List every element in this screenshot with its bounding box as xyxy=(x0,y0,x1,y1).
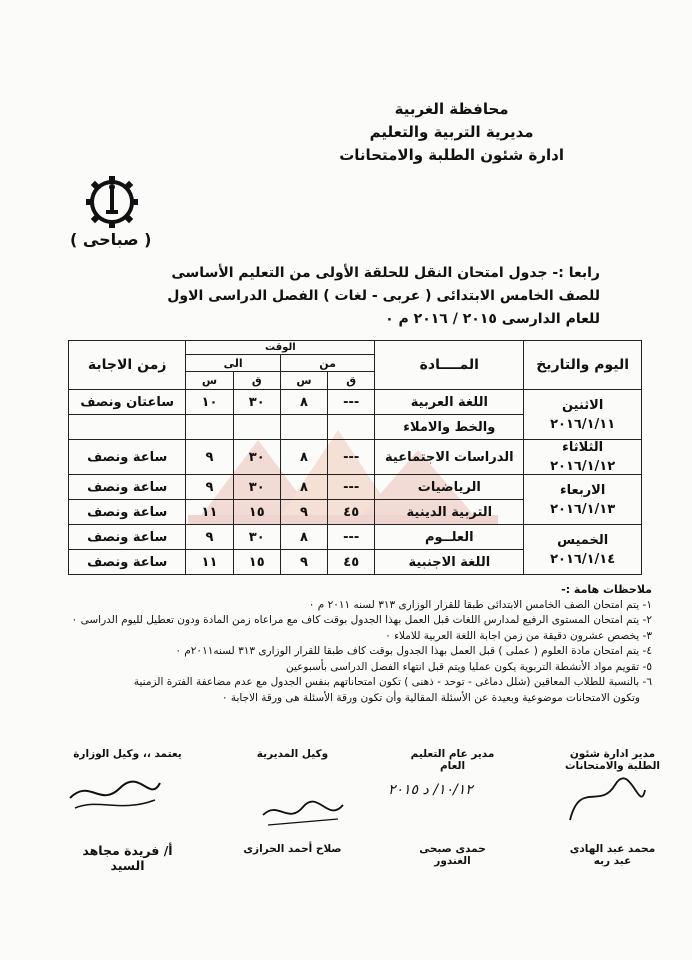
department-line: ادارة شئون الطلبة والامتحانات xyxy=(339,146,564,164)
table-row xyxy=(69,390,642,415)
gear-minaret-logo-icon xyxy=(82,170,142,230)
table-row xyxy=(69,440,642,475)
signature-name: صلاح أحمد الحرازى xyxy=(243,843,342,855)
subject-cell: العلــوم xyxy=(375,525,524,550)
exam-title-block xyxy=(90,262,600,331)
from-minutes-cell: --- xyxy=(328,440,375,475)
directorate-header xyxy=(339,98,564,167)
from-hour-cell: ٨ xyxy=(280,525,327,550)
header-from-q: ق xyxy=(328,372,375,390)
signature-role: وكيل المديرية xyxy=(256,748,329,760)
to-hour-cell: ١٠ xyxy=(186,390,233,415)
subject-cell: الدراسات الاجتماعية xyxy=(375,440,524,475)
duration-cell xyxy=(69,415,186,440)
from-minutes-cell: ٤٥ xyxy=(328,500,375,525)
day-date-cell xyxy=(524,475,642,525)
subject-cell: والخط والاملاء xyxy=(375,415,524,440)
note-item: ٥- تقويم مواد الأنشطة التربوية يكون عمليا ويتم قبل انتهاء الفصل الدراسى بأسبوعين xyxy=(285,660,652,673)
signature-name: أ/ فريدة مجاهد السيد xyxy=(82,843,173,873)
duration-cell: ساعة ونصف xyxy=(69,475,186,500)
to-hour-cell: ٩ xyxy=(186,525,233,550)
header-to: الى xyxy=(186,355,281,372)
duration-cell: ساعة ونصف xyxy=(69,440,186,475)
signature-role: يعتمد ،، وكيل الوزارة xyxy=(73,748,182,760)
to-minutes-cell: ٣٠ xyxy=(233,475,280,500)
header-subject: المــــادة xyxy=(375,341,524,390)
to-minutes-cell: ١٥ xyxy=(233,550,280,575)
to-hour-cell: ١١ xyxy=(186,500,233,525)
day-name: الاثنين xyxy=(561,397,604,413)
header-from-s: س xyxy=(280,372,327,390)
notes-title: ملاحظات هامة :- xyxy=(561,583,652,596)
from-minutes-cell: ٤٥ xyxy=(328,550,375,575)
from-hour-cell: ٨ xyxy=(280,390,327,415)
from-hour-cell: ٩ xyxy=(280,550,327,575)
subject-cell: التربية الدينية xyxy=(375,500,524,525)
day-name: الاربعاء xyxy=(559,482,606,498)
from-minutes-cell: --- xyxy=(328,390,375,415)
notes-list xyxy=(40,598,652,707)
title-line-2: للصف الخامس الابتدائى ( عربى - لغات ) الفصل الدراسى الاول xyxy=(167,288,600,304)
day-date-cell xyxy=(524,525,642,575)
signature-role: مدير ادارة شئون الطلبة والامتحانات xyxy=(564,748,661,772)
from-hour-cell: ٩ xyxy=(280,500,327,525)
from-hour-cell: ٨ xyxy=(280,475,327,500)
notes-section xyxy=(40,582,652,706)
signature-name: محمد عبد الهادى عبد ربه xyxy=(569,843,656,867)
note-item: ٤- يتم امتحان مادة العلوم ( عملى ) قبل العمل بهذا الجدول بوقت كاف طبقا للقرار الوزارى ٣١٣ لسنه٢٠١١م ٠ xyxy=(175,645,652,657)
logo-caption: ( صباحى ) xyxy=(70,230,152,249)
duration-cell: ساعة ونصف xyxy=(69,500,186,525)
from-minutes-cell xyxy=(328,415,375,440)
exam-date: ٢٠١٦/١/١١ xyxy=(550,416,616,432)
title-line-1: رابعا :- جدول امتحان النقل للحلقة الأولى من التعليم الأساسى xyxy=(171,265,600,281)
handwritten-signature-2-icon xyxy=(258,795,348,835)
handwritten-signature-3-icon xyxy=(560,770,650,830)
to-hour-cell: ١١ xyxy=(186,550,233,575)
note-item: ٣- يخصص عشرون دقيقة من زمن اجابة اللغة العربية للاملاء ٠ xyxy=(385,629,652,642)
day-date-cell xyxy=(524,440,642,475)
note-item: ١- يتم امتحان الصف الخامس الابتدائى طبقا للقرار الوزارى ٣١٣ لسنه ٢٠١١ م ٠ xyxy=(308,598,652,611)
header-to-s: س xyxy=(186,372,233,390)
note-item: ٦- بالنسبة للطلاب المعاقين (شلل دماغى - توحد - ذهنى ) تكون امتحاناتهم بنفس الجدول مع عدم مضاعفة الفترة الزمنية xyxy=(133,676,652,688)
header-from: من xyxy=(280,355,374,372)
from-hour-cell xyxy=(280,415,327,440)
exam-date: ٢٠١٦/١/١٢ xyxy=(550,459,616,474)
subject-cell: اللغة العربية xyxy=(375,390,524,415)
to-minutes-cell: ٣٠ xyxy=(233,390,280,415)
day-date-cell xyxy=(524,390,642,440)
header-day-date: اليوم والتاريخ xyxy=(524,341,642,390)
note-item: وتكون الامتحانات موضوعية وبعيدة عن الأسئلة المقالية وأن تكون ورقة الأسئلة هى ورقة الاجابة ٠ xyxy=(221,691,640,704)
from-minutes-cell: --- xyxy=(328,475,375,500)
header-time: الوقت xyxy=(186,341,375,355)
day-name: الخميس xyxy=(557,532,609,548)
note-item: ٢- يتم امتحان المستوى الرفيع لمدارس اللغات قبل العمل بهذا الجدول بوقت كاف مع مراعاه زمن المادة ودون تعطيل لليوم الدراسى ٠ xyxy=(71,614,652,626)
exam-schedule-table xyxy=(68,340,642,575)
handwritten-date: ١٠/١٢/ د ٢٠١٥ xyxy=(388,782,473,798)
to-minutes-cell: ٣٠ xyxy=(233,440,280,475)
governorate-line: محافظة الغربية xyxy=(394,100,509,118)
signature-role: مدير عام التعليم العام xyxy=(410,748,495,772)
exam-date: ٢٠١٦/١/١٤ xyxy=(550,551,616,567)
exam-date: ٢٠١٦/١/١٣ xyxy=(550,501,616,517)
to-minutes-cell: ٣٠ xyxy=(233,525,280,550)
header-duration: زمن الاجابة xyxy=(69,341,186,390)
from-minutes-cell: --- xyxy=(328,525,375,550)
to-hour-cell xyxy=(186,415,233,440)
duration-cell: ساعتان ونصف xyxy=(69,390,186,415)
to-minutes-cell xyxy=(233,415,280,440)
header-to-q: ق xyxy=(233,372,280,390)
from-hour-cell: ٨ xyxy=(280,440,327,475)
duration-cell: ساعة ونصف xyxy=(69,550,186,575)
to-hour-cell: ٩ xyxy=(186,440,233,475)
directorate-line: مديرية التربية والتعليم xyxy=(369,123,534,141)
table-row xyxy=(69,525,642,550)
title-line-3: للعام الدارسى ٢٠١٥ / ٢٠١٦ م ٠ xyxy=(385,311,600,327)
handwritten-signature-icon xyxy=(60,768,170,828)
duration-cell: ساعة ونصف xyxy=(69,525,186,550)
day-name: الثلاثاء xyxy=(562,440,604,455)
to-minutes-cell: ١٥ xyxy=(233,500,280,525)
table-row xyxy=(69,475,642,500)
subject-cell: اللغة الاجنبية xyxy=(375,550,524,575)
subject-cell: الرياضيات xyxy=(375,475,524,500)
to-hour-cell: ٩ xyxy=(186,475,233,500)
signature-name: حمدى صبحى الغندور xyxy=(419,843,486,867)
